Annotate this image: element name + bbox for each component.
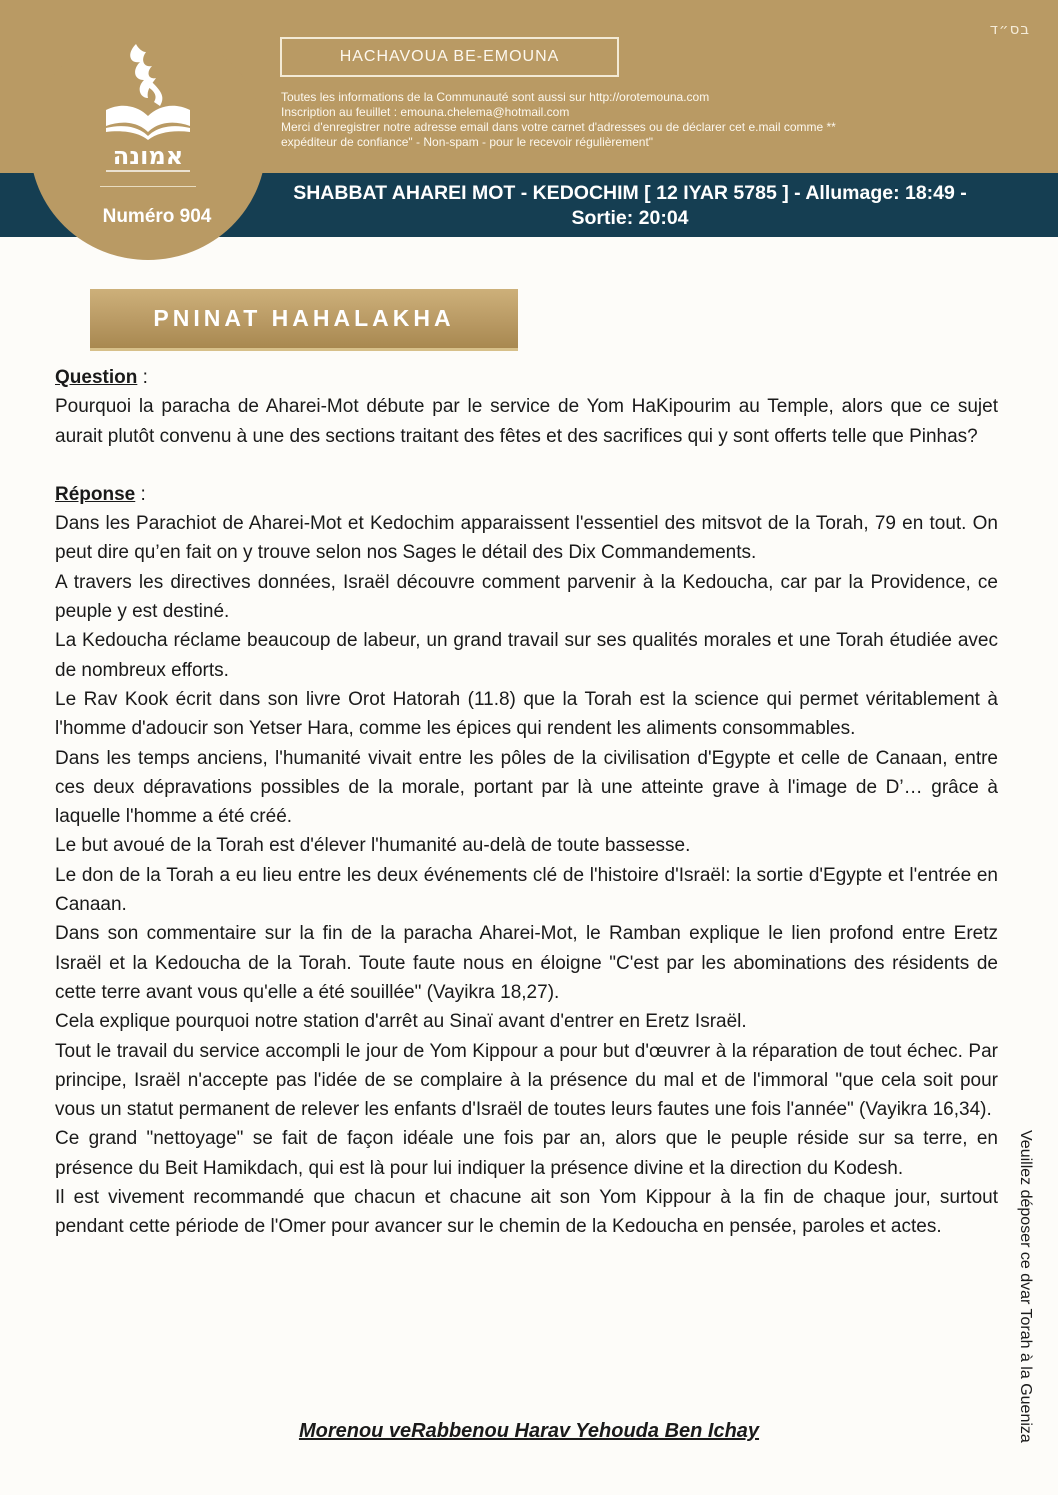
author-signature: Morenou veRabbenou Harav Yehouda Ben Ichay: [298, 1420, 760, 1442]
logo-divider: [100, 186, 196, 187]
answer-sep: :: [135, 483, 146, 505]
article-body: [55, 363, 998, 1242]
info-line-note: Merci d'enregistrer notre adresse email dans votre carnet d'adresses ou de déclarer cet e.mail comme **: [281, 120, 836, 134]
answer-paragraph: A travers les directives données, Israël découvre comment parvenir à la Kedoucha, car par la Providence, ce peuple y est destiné.: [55, 571, 998, 623]
answer-heading: [55, 480, 998, 509]
answer-paragraph: Tout le travail du service accompli le jour de Yom Kippour a pour but d'œuvrer à la réparation de tout échec. Par principe, Israël n'accepte pas l'idée de se complaire à la présence du mal et de l'immoral "que cela soit pour vous un statut permanent de relever les enfants d'Israël de toutes leurs fautes une fois l'année" (Vayikra 16,34).: [55, 1040, 998, 1121]
section-title: PNINAT HAHALAKHA: [153, 305, 455, 331]
answer-paragraph: Dans les Parachiot de Aharei-Mot et Kedochim apparaissent l'essentiel des mitsvot de la Torah, 79 en tout. On peut dire qu’en fait on y trouve selon nos Sages le détail des Dix Commandements.: [55, 513, 998, 564]
answer-paragraph: Le but avoué de la Torah est d'élever l'humanité au-delà de toute bassesse.: [55, 835, 691, 857]
answer-paragraph: Le don de la Torah a eu lieu entre les deux événements clé de l'histoire d'Israël: la sortie d'Egypte et l'entrée en Canaan.: [55, 864, 998, 916]
info-line-note-2: expéditeur de confiance" - Non-spam - pour le recevoir régulièrement": [281, 135, 654, 149]
logo-hebrew-text: אמונה: [112, 142, 184, 170]
answer-paragraph: Ce grand "nettoyage" se fait de façon idéale une fois par an, alors que le peuple réside sur sa terre, en présence du Beit Hamikdach, qui est là pour lui indiquer la présence divine et la direction du Kodesh.: [55, 1128, 998, 1179]
question-text: Pourquoi la paracha de Aharei-Mot débute par le service de Yom HaKipourim au Temple, alors que ce sujet aurait plutôt convenu à une des sections traitant des fêtes et des sacrifices qui y sont offerts telle que Pinhas?: [55, 396, 998, 447]
answer-paragraph: Dans son commentaire sur la fin de la paracha Aharei-Mot, le Ramban explique le lien profond entre Eretz Israël et la Kedoucha de la Torah. Toute faute nous en éloigne "C'est par les abominations des résidents de cette terre avant vous qu'elle a été souillée" (Vayikra 18,27).: [55, 923, 998, 1003]
answer-paragraph: Le Rav Kook écrit dans son livre Orot Hatorah (11.8) que la Torah est la science qui permet véritablement à l'homme d'adoucir son Yetser Hara, comme les épices qui rendent les aliments consommables.: [55, 688, 998, 740]
answer-label: Réponse: [55, 483, 136, 505]
bsd-mark: בס״ד: [989, 20, 1030, 38]
answer-paragraph: Cela explique pourquoi notre station d'arrêt au Sinaï avant d'entrer en Eretz Israël.: [55, 1011, 747, 1033]
section-banner: [90, 289, 518, 351]
question-sep: :: [137, 367, 148, 388]
issue-number: Numéro 904: [102, 206, 212, 227]
emouna-logo-icon: [96, 40, 200, 180]
guenizah-note: Veuillez déposer ce dvar Torah à la Guenizа: [1017, 1130, 1034, 1443]
brand-title: HACHAVOUA BE-EMOUNA: [280, 37, 619, 77]
spacer: [55, 451, 998, 480]
info-block: [281, 90, 961, 150]
info-line-site: Toutes les informations de la Communauté sont aussi sur http://orotemouna.com: [281, 90, 710, 104]
shabbat-line-2: Sortie: 20:04: [571, 207, 689, 229]
answer-paragraph: Dans les temps anciens, l'humanité vivait entre les pôles de la civilisation d'Egypte et celle de Canaan, entre ces deux dépravations possibles de la morale, portant par là une atteinte grave à l'image de D’… grâce à laquelle l'homme a été créé.: [55, 747, 998, 828]
shabbat-times: [255, 181, 1005, 231]
question-label: Question: [55, 367, 138, 388]
answer-paragraph: La Kedoucha réclame beaucoup de labeur, un grand travail sur ses qualités morales et une Torah étudiée avec de nombreux efforts.: [55, 630, 998, 681]
shabbat-line-1: SHABBAT AHAREI MOT - KEDOCHIM [ 12 IYAR 5785 ] - Allumage: 18:49 -: [293, 182, 967, 204]
question-heading: [55, 363, 998, 392]
info-line-email: Inscription au feuillet : emouna.chelema@hotmail.com: [281, 105, 570, 119]
answer-paragraph: Il est vivement recommandé que chacun et chacune ait son Yom Kippour à la fin de chaque jour, surtout pendant cette période de l'Omer pour avancer sur le chemin de la Kedoucha en pensée, paroles et actes.: [55, 1187, 998, 1238]
